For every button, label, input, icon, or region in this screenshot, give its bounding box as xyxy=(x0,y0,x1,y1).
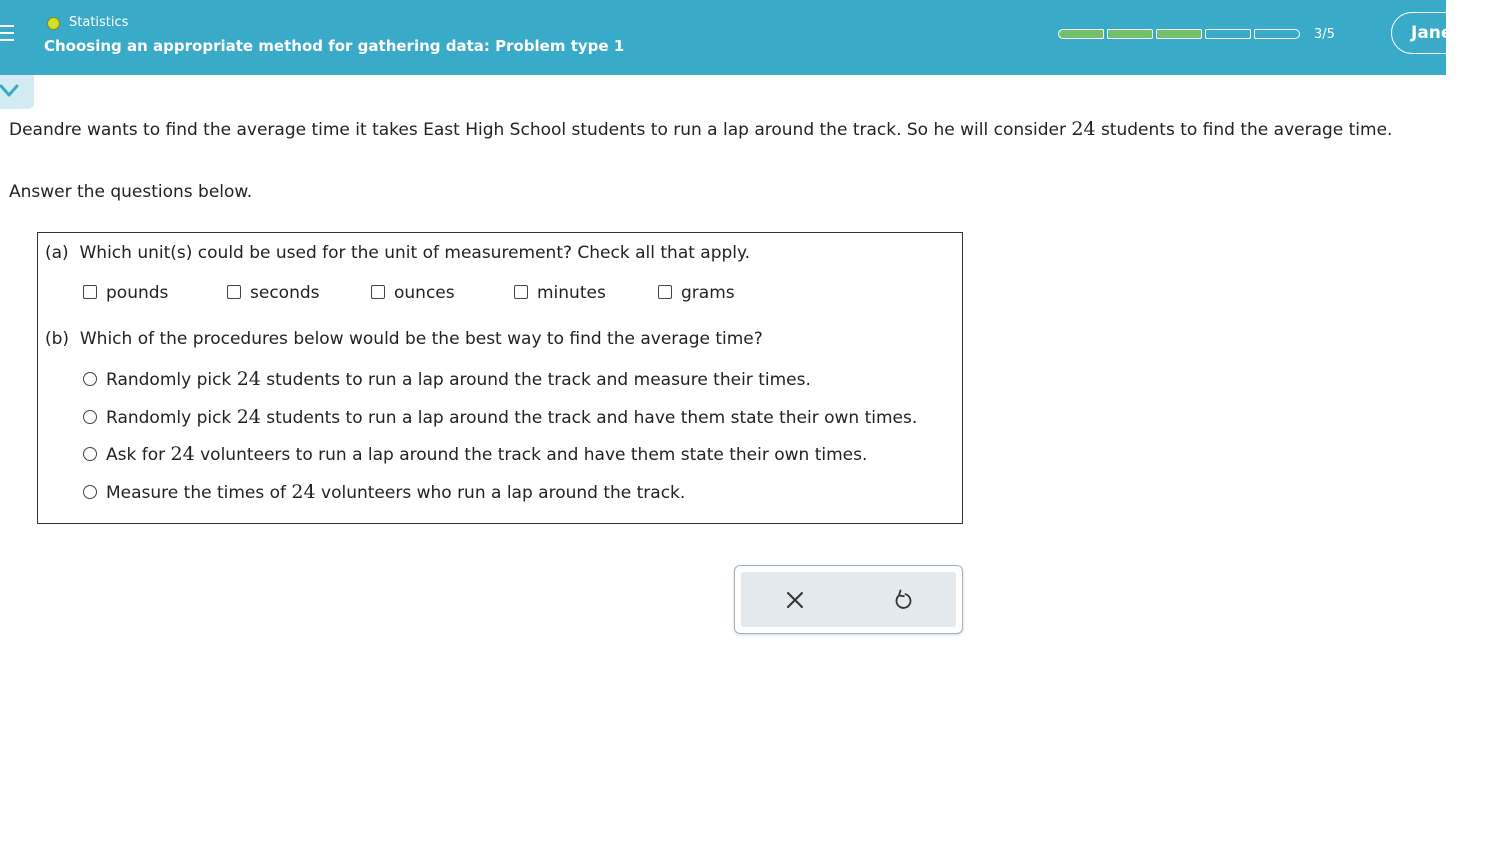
radio-button[interactable] xyxy=(83,447,97,461)
checkbox[interactable] xyxy=(227,285,241,299)
procedure-option[interactable]: Randomly pick 24 students to run a lap around the track and have them state their own times. xyxy=(83,406,917,428)
topic-status-dot xyxy=(47,17,60,30)
unit-option-pounds[interactable]: pounds xyxy=(83,283,168,303)
checkbox[interactable] xyxy=(514,285,528,299)
progress-segment xyxy=(1254,29,1300,39)
progress-segment xyxy=(1205,29,1251,39)
user-menu-button[interactable]: Jane xyxy=(1391,12,1501,54)
menu-icon[interactable] xyxy=(0,23,14,45)
part-a-question: (a) Which unit(s) could be used for the unit of measurement? Check all that apply. xyxy=(45,243,751,263)
instruction-text: Answer the questions below. xyxy=(9,182,253,202)
progress-segment xyxy=(1107,29,1153,39)
checkbox[interactable] xyxy=(371,285,385,299)
problem-prompt: Deandre wants to find the average time it takes East High School students to run a lap around the track. So he will consider 24 students to find the average time. xyxy=(9,118,1393,140)
unit-option-minutes[interactable]: minutes xyxy=(514,283,606,303)
progress-segment xyxy=(1156,29,1202,39)
action-toolbar xyxy=(741,572,956,627)
undo-icon xyxy=(890,587,916,613)
progress-bar xyxy=(1058,29,1300,39)
topic-label: Statistics xyxy=(69,15,129,30)
top-bar xyxy=(0,0,1453,75)
question-box xyxy=(37,232,963,524)
collapse-toggle[interactable] xyxy=(0,75,34,109)
checkbox[interactable] xyxy=(83,285,97,299)
prompt-number: 24 xyxy=(1071,118,1096,140)
unit-option-ounces[interactable]: ounces xyxy=(371,283,455,303)
radio-button[interactable] xyxy=(83,410,97,424)
procedure-option[interactable]: Ask for 24 volunteers to run a lap around the track and have them state their own times. xyxy=(83,443,867,465)
chevron-down-icon xyxy=(0,83,20,99)
progress-segment xyxy=(1058,29,1104,39)
clear-button[interactable] xyxy=(782,587,808,613)
procedure-option[interactable]: Measure the times of 24 volunteers who run a lap around the track. xyxy=(83,481,685,503)
procedure-option[interactable]: Randomly pick 24 students to run a lap around the track and measure their times. xyxy=(83,368,811,390)
close-icon xyxy=(782,587,808,613)
progress-label: 3/5 xyxy=(1314,27,1335,42)
unit-option-seconds[interactable]: seconds xyxy=(227,283,320,303)
part-b-question: (b) Which of the procedures below would be the best way to find the average time? xyxy=(45,329,763,349)
unit-option-grams[interactable]: grams xyxy=(658,283,735,303)
radio-button[interactable] xyxy=(83,485,97,499)
problem-title: Choosing an appropriate method for gathering data: Problem type 1 xyxy=(44,37,625,55)
undo-button[interactable] xyxy=(890,587,916,613)
answer-action-panel xyxy=(734,565,963,634)
radio-button[interactable] xyxy=(83,372,97,386)
checkbox[interactable] xyxy=(658,285,672,299)
